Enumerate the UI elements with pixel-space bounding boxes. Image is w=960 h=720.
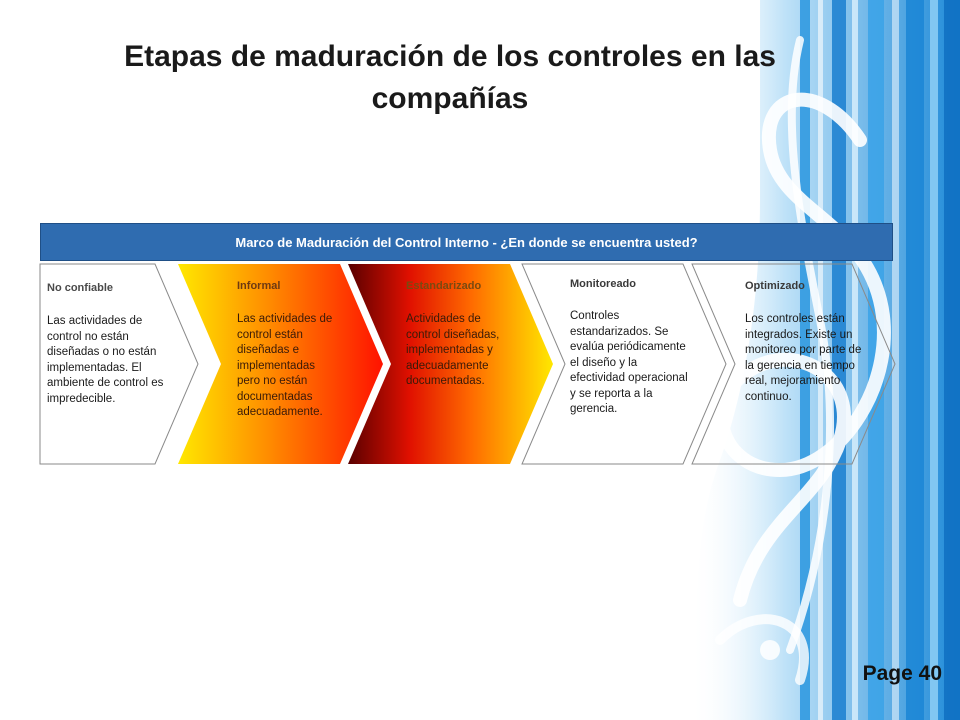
stage-label-monitoreado: Monitoreado xyxy=(570,278,636,290)
stage-text-monitoreado: Controles estandarizados. Se evalúa periódicamente el diseño y la efectividad operacional y se reporta a la gerencia. xyxy=(570,310,688,415)
page-number: Page 40 xyxy=(862,662,942,685)
stage-label-estandarizado: Estandarizado xyxy=(406,280,482,292)
stage-label-informal: Informal xyxy=(237,280,281,292)
stage-text-no-confiable: Las actividades de control no están diseñadas o no están implementadas. El ambiente de control es impredecible. xyxy=(47,315,164,405)
stage-text-optimizado: Los controles están integrados. Existe un monitoreo por parte de la gerencia en tiempo real, mejoramiento continuo. xyxy=(745,313,862,403)
stage-text-informal: Las actividades de control están diseñadas e implementadas pero no están documentadas adecuadamente. xyxy=(237,313,333,418)
banner-text: Marco de Maduración del Control Interno - ¿En donde se encuentra usted? xyxy=(235,234,698,250)
maturity-framework-banner xyxy=(40,223,893,261)
stage-label-optimizado: Optimizado xyxy=(745,280,805,292)
slide-title: Etapas de maduración de los controles en las compañías xyxy=(124,40,776,115)
stage-label-no-confiable: No confiable xyxy=(47,282,114,294)
stage-text-estandarizado: Actividades de control diseñadas, implementadas y adecuadamente documentadas. xyxy=(406,313,500,387)
